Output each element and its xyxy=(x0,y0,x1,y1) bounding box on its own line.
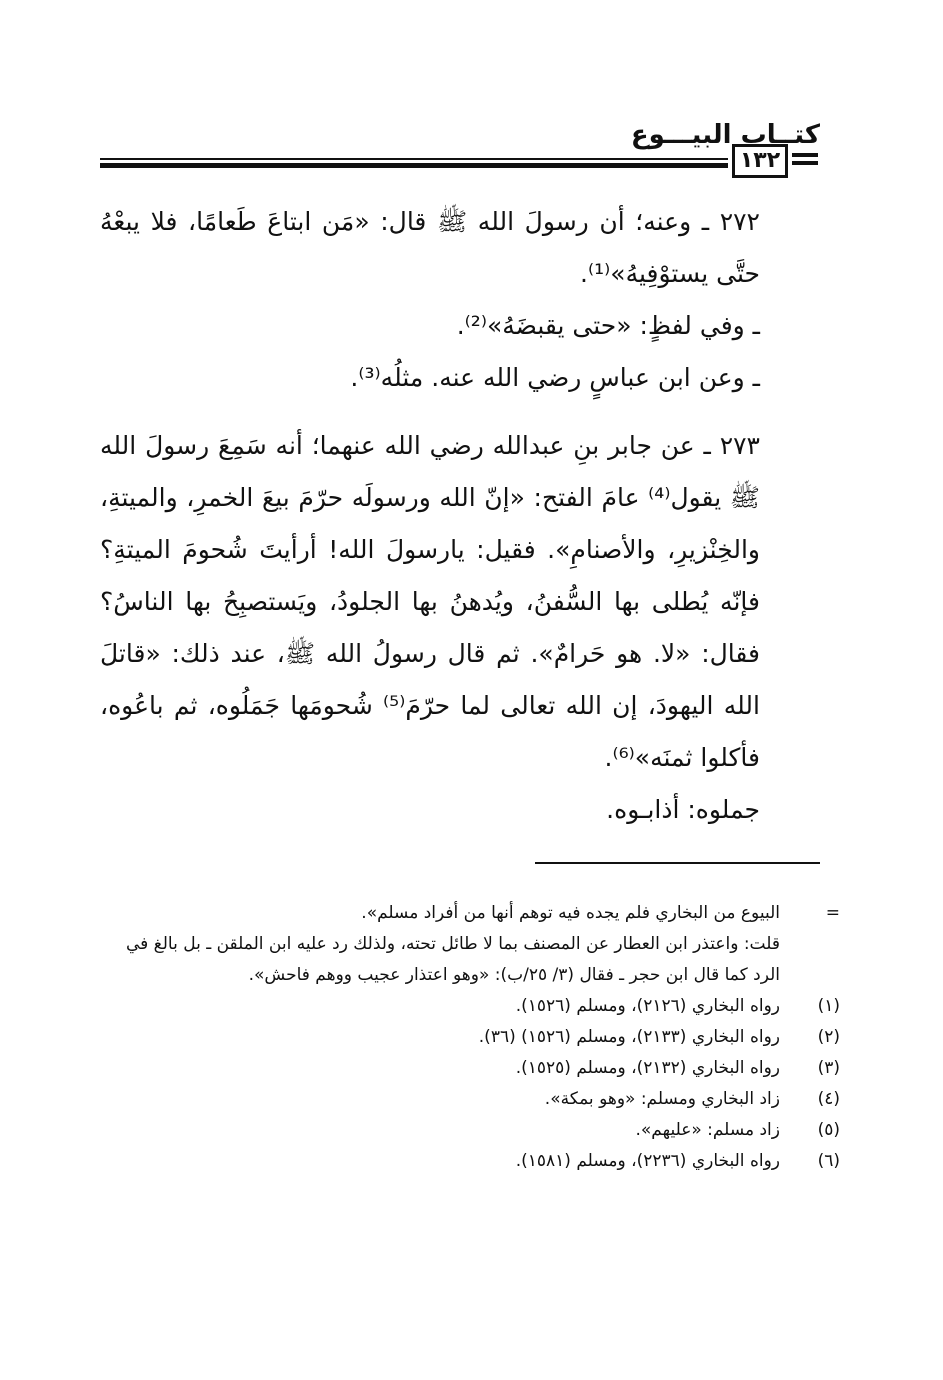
footnote-text: رواه البخاري (٢١٣٢)، ومسلم (١٥٢٥). xyxy=(515,1058,780,1078)
footnote-number: (٥) xyxy=(817,1120,840,1140)
hadith-272-variant-2: ـ وعن ابن عباسٍ رضي الله عنه. مثلُه⁽³⁾. xyxy=(350,363,760,392)
footnote-item xyxy=(100,991,840,1022)
footnote-item xyxy=(100,1115,840,1146)
running-title: كتــاب البيـــوع xyxy=(630,120,820,150)
footnote-text: زاد البخاري ومسلم: «وهو بمكة». xyxy=(544,1089,780,1109)
footnote-number: (٤) xyxy=(817,1089,840,1109)
footnote-number: (٢) xyxy=(817,1027,840,1047)
footnote-item xyxy=(100,1146,840,1177)
page-header xyxy=(100,120,820,180)
header-dash-mark xyxy=(792,153,818,157)
footnote-text: رواه البخاري (٢١٣٣)، ومسلم (١٥٢٦) (٣٦). xyxy=(478,1027,780,1047)
header-dash-mark xyxy=(792,161,818,165)
header-rule-thick xyxy=(100,163,728,168)
footnotes xyxy=(100,898,840,1177)
page-number: ١٣٢ xyxy=(732,144,788,178)
footnote-text: زاد مسلم: «عليهم». xyxy=(635,1120,780,1140)
hadith-273: ٢٧٣ ـ عن جابر بنِ عبدالله رضي الله عنهما؛ أنه سَمِعَ رسولَ الله ﷺ يقول⁽⁴⁾ عامَ الفتح: «إنّ الله ورسولَه حرّمَ بيعَ الخمرِ، والميتةِ، والخِنْزيرِ، والأصنامِ». فقيل: يارسولَ الله! أرأيتَ شُحومَ الميتةِ؟ فإنّه يُطلى بها السُّفنُ، ويُدهنُ بها الجلودُ، ويَستصبِحُ بها الناسُ؟ فقال: «لا. هو حَرامٌ». ثم قال رسولُ الله ﷺ، عند ذلك: «قاتلَ الله اليهودَ، إن الله تعالى لما حرّمَ⁽⁵⁾ شُحومَها جَمَلُوه، ثم باعُوه، فأكلوا ثمنَه»⁽⁶⁾. xyxy=(100,431,760,772)
footnote-number: (١) xyxy=(817,996,840,1016)
hadith-272-variant-1: ـ وفي لفظٍ: «حتى يقبضَهُ»⁽²⁾. xyxy=(456,311,760,340)
footnote-continuation-line: قلت: واعتذر ابن العطار عن المصنف بما لا طائل تحته، ولذلك رد عليه ابن الملقن ـ بل بالغ في الرد كما قال ابن حجر ـ فقال (٣/ ٢٥/ب): «وهو اعتذار عجيب ووهم فاحش». xyxy=(125,934,780,985)
footnote-item xyxy=(100,1084,840,1115)
footnote-text: رواه البخاري (٢٢٣٦)، ومسلم (١٥٨١). xyxy=(515,1151,780,1171)
hadith-272: ٢٧٢ ـ وعنه؛ أن رسولَ الله ﷺ قال: «مَن ابتاعَ طَعامًا، فلا يبعْهُ حتَّى يستوْفِيهُ»⁽¹⁾. xyxy=(100,207,760,288)
main-text xyxy=(100,196,820,836)
footnote-item xyxy=(100,1053,840,1084)
footnote-divider xyxy=(535,862,820,864)
footnote-number: (٣) xyxy=(817,1058,840,1078)
header-rule-thin xyxy=(100,158,728,160)
gloss-line: جملوه: أذابـوه. xyxy=(606,795,760,824)
footnote-continuation-line: البيوع من البخاري فلم يجده فيه توهم أنها من أفراد مسلم». xyxy=(361,903,780,923)
footnote-item xyxy=(100,1022,840,1053)
footnote-number: (٦) xyxy=(817,1151,840,1171)
footnote-continuation xyxy=(100,898,840,991)
continuation-mark: = xyxy=(825,903,840,923)
footnote-text: رواه البخاري (٢١٢٦)، ومسلم (١٥٢٦). xyxy=(515,996,780,1016)
